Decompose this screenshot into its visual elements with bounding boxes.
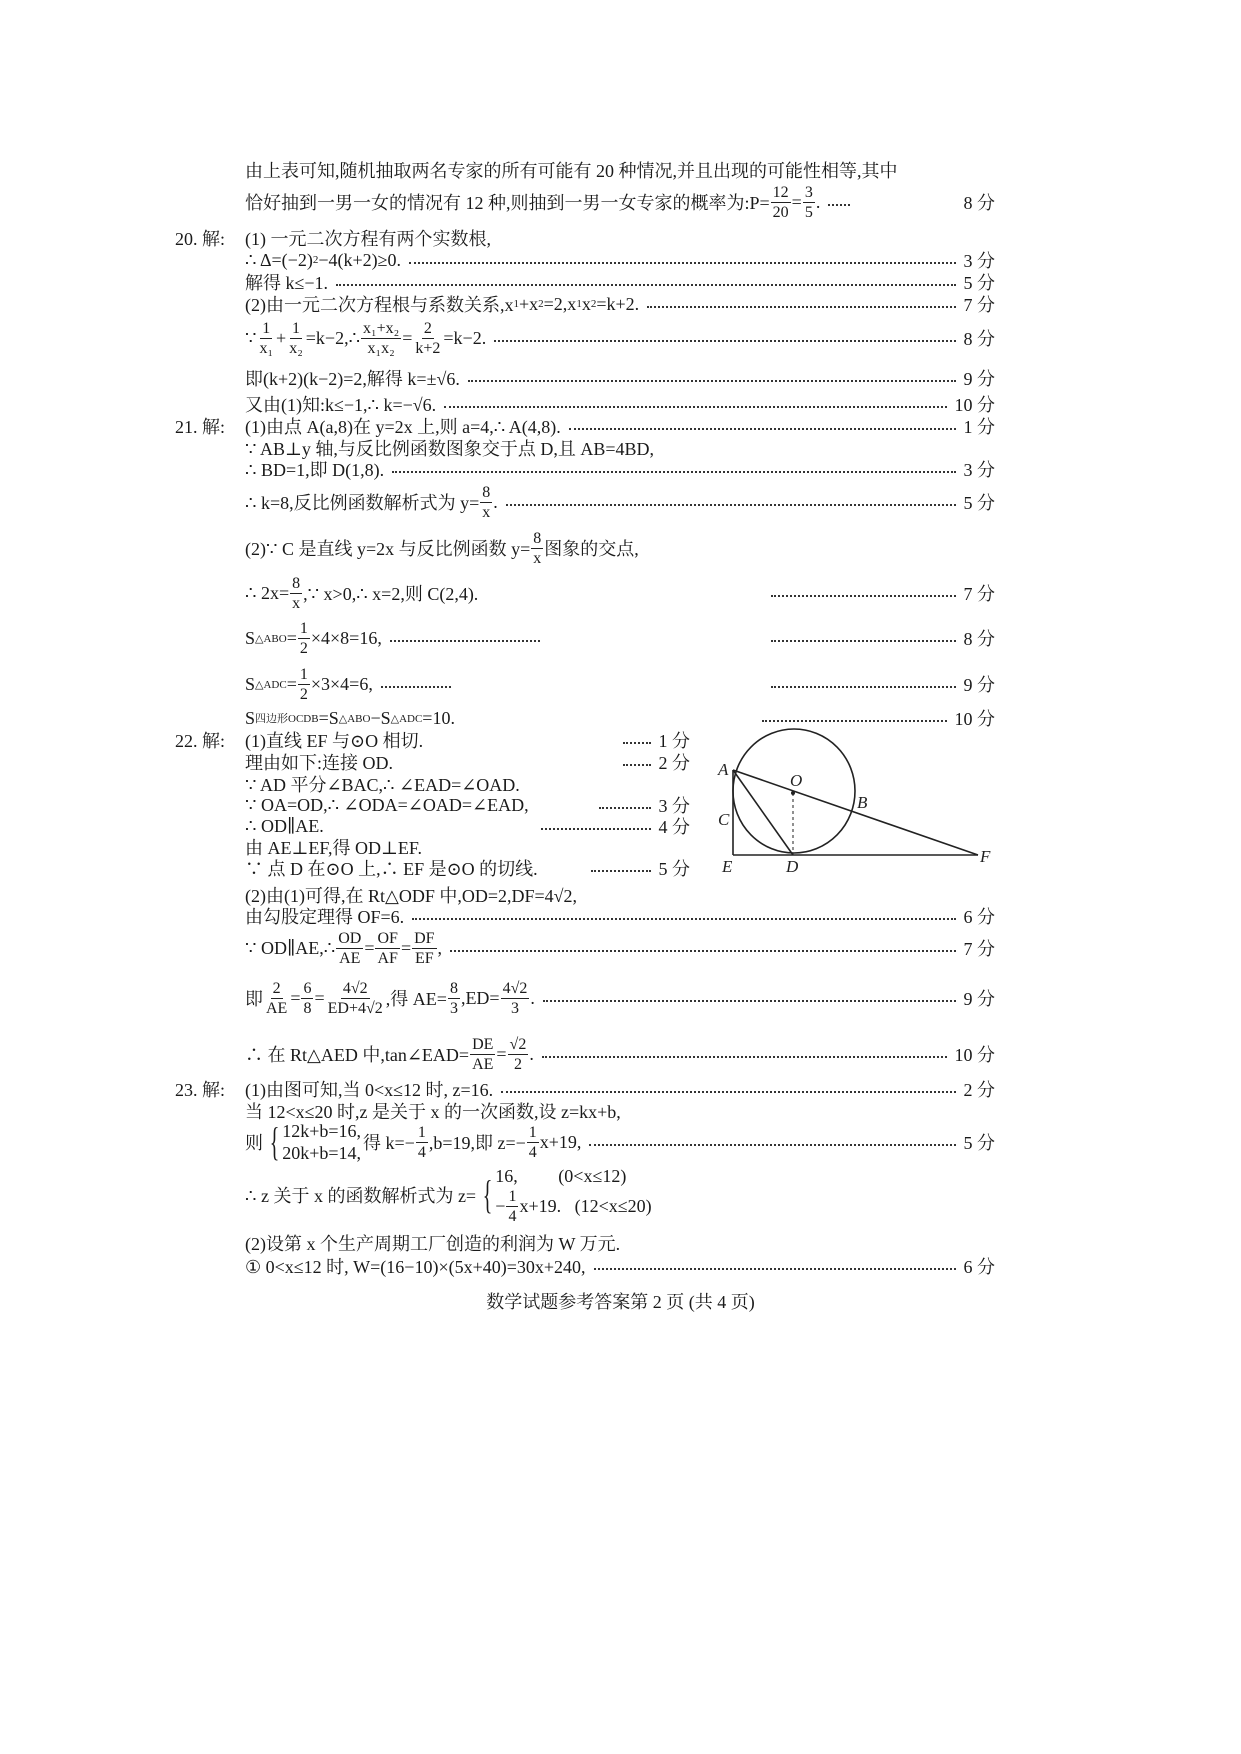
denominator: x	[292, 594, 301, 612]
text-run: 由勾股定理得 OF=6.	[245, 907, 405, 927]
score-points: 7 分	[963, 584, 995, 604]
text-run: S	[245, 627, 256, 648]
text-run: 得 k=−	[363, 1133, 415, 1153]
denominator: 3	[510, 999, 519, 1017]
text-run: 12k+b=16,	[282, 1121, 362, 1141]
text-run: .	[493, 491, 498, 512]
denominator: AE	[266, 999, 288, 1017]
numerator: √2	[509, 1035, 527, 1053]
text-run: (1)由点 A(a,8)在 y=2x 上,则 a=4,∴ A(4,8).	[245, 417, 561, 437]
text-run: (1)直线 EF 与⊙O 相切.	[245, 731, 424, 751]
text-run: +	[276, 327, 287, 348]
subscript: △ABO	[255, 632, 287, 645]
text-run: =	[496, 1043, 507, 1064]
text-run: 当 12<x≤20 时,z 是关于 x 的一次函数,设 z=kx+b,	[245, 1102, 621, 1122]
text-run: +x	[519, 293, 539, 314]
line-af	[733, 770, 978, 855]
denominator: 4	[508, 1207, 517, 1225]
score-points: 8 分	[963, 329, 995, 349]
score-points: 9 分	[963, 369, 995, 389]
text-run: (2)设第 x 个生产周期工厂创造的利润为 W 万元.	[245, 1234, 621, 1254]
numerator: 1	[291, 319, 300, 337]
text-run: ∵ OD∥AE,∴	[245, 937, 336, 958]
text-run: 图象的交点,	[544, 539, 639, 559]
text-run: =k+2.	[596, 293, 640, 314]
score-points: 7 分	[963, 295, 995, 315]
text-run: (2)由一元二次方程根与系数关系,x	[245, 295, 514, 315]
text-run: =	[314, 987, 325, 1008]
text-run: 即(k+2)(k−2)=2,解得 k=±√6.	[245, 369, 460, 389]
text-run: (0<x≤12)	[517, 1165, 627, 1186]
score-points: 10 分	[954, 709, 995, 729]
denominator: x	[482, 503, 491, 521]
text-run: =	[400, 937, 412, 958]
text-run: 解得 k≤−1.	[245, 273, 329, 293]
text-run: ∵ AB⊥y 轴,与反比例函数图象交于点 D,且 AB=4BD,	[245, 439, 655, 459]
text-run: ∴ k=8,反比例函数解析式为 y=	[245, 493, 480, 513]
subscript: 四边形OCDB	[255, 713, 319, 725]
score-points: 5 分	[963, 1133, 995, 1153]
text-run: 20k+b=14,	[282, 1143, 362, 1163]
label-d: D	[786, 857, 799, 876]
text-run: ,∵ x>0,∴ x=2,则 C(2,4).	[303, 584, 479, 604]
text-run: 即	[245, 989, 263, 1009]
subscript: 2	[590, 298, 597, 310]
subscript: 1	[576, 298, 582, 310]
text-run: x+19,	[539, 1131, 582, 1152]
text-run: =2,x	[543, 293, 577, 314]
numerator: x₁+x₂	[363, 319, 400, 337]
denominator: 4	[417, 1143, 426, 1161]
text-run: x	[581, 293, 591, 314]
score-points: 10 分	[954, 1045, 995, 1065]
text-run: ∴ OD∥AE.	[245, 815, 324, 836]
text-run: .	[529, 1043, 534, 1064]
numerator: 2	[423, 319, 432, 337]
numerator: 1	[508, 1187, 517, 1205]
text-run: (1)由图可知,当 0<x≤12 时, z=16.	[245, 1080, 494, 1100]
score-points: 5 分	[963, 493, 995, 513]
text-run: =10.	[422, 707, 455, 728]
score-points: 5 分	[963, 273, 995, 293]
text-run: ∴ 在 Rt△AED 中,tan∠EAD=	[245, 1045, 470, 1065]
denominator: 2	[513, 1055, 522, 1073]
text-run: (12<x≤20)	[561, 1196, 652, 1216]
denominator: 4	[528, 1143, 537, 1161]
score-points: 9 分	[963, 989, 995, 1009]
text-run: ∵	[245, 327, 257, 348]
point-o	[791, 791, 795, 795]
score-points: 3 分	[963, 251, 995, 271]
score-points: 5 分	[658, 859, 690, 879]
page-footer: 数学试题参考答案第 2 页 (共 4 页)	[486, 1292, 755, 1312]
text-run: (2)∵ C 是直线 y=2x 与反比例函数 y=	[245, 539, 531, 559]
text-run: ,得 AE=	[385, 989, 447, 1009]
denominator: ED+4√2	[327, 999, 383, 1017]
text-run: =k−2,∴	[305, 327, 361, 348]
denominator: EF	[414, 949, 434, 967]
text-run: ∴ z 关于 x 的函数解析式为 z=	[245, 1186, 477, 1206]
text-run: .	[530, 987, 535, 1008]
text-run: 又由(1)知:k≤−1,∴ k=−√6.	[245, 395, 437, 415]
denominator: AE	[339, 949, 361, 967]
text-run: =S	[318, 707, 339, 728]
question-number: 23. 解:	[175, 1080, 226, 1100]
numerator: 3	[804, 183, 813, 201]
score-points: 3 分	[963, 460, 995, 480]
subscript: △ADC	[255, 678, 287, 691]
text-run: 由上表可知,随机抽取两名专家的所有可能有 20 种情况,并且出现的可能性相等,其中	[245, 161, 898, 181]
superscript: 2	[312, 254, 319, 266]
text-run: −S	[370, 707, 391, 728]
text-run: ,b=19,即 z=−	[428, 1133, 526, 1153]
denominator: 5	[804, 203, 813, 221]
text-run: =	[402, 327, 413, 348]
numerator: 12	[772, 183, 789, 201]
text-run: x+19.	[519, 1196, 562, 1216]
denominator: AE	[472, 1055, 494, 1073]
text-run: =	[290, 987, 301, 1008]
numerator: 4√2	[342, 979, 368, 997]
subscript: △ADC	[390, 712, 423, 725]
text-run: ∵ OA=OD,∴ ∠ODA=∠OAD=∠EAD,	[245, 794, 529, 815]
text-run: ∴ BD=1,即 D(1,8).	[245, 460, 385, 480]
numerator: 1	[417, 1123, 426, 1141]
numerator: 1	[299, 619, 308, 637]
denominator: x	[533, 549, 542, 567]
label-o: O	[790, 771, 803, 790]
line-ad	[733, 770, 793, 855]
denominator: x₁x₂	[367, 339, 395, 357]
text-run: 理由如下:连接 OD.	[245, 753, 393, 773]
denominator: k+2	[415, 339, 441, 357]
score-points: 8 分	[963, 193, 995, 213]
label-c: C	[718, 810, 730, 829]
score-points: 4 分	[658, 817, 690, 837]
numerator: 2	[272, 979, 281, 997]
score-points: 2 分	[963, 1080, 995, 1100]
numerator: DE	[472, 1035, 494, 1053]
subscript: △ABO	[338, 712, 371, 725]
numerator: 1	[299, 665, 308, 683]
numerator: 8	[482, 483, 491, 501]
denominator: 8	[303, 999, 312, 1017]
score-points: 1 分	[963, 417, 995, 437]
question-number: 20. 解:	[175, 229, 226, 249]
text-run: ① 0<x≤12 时, W=(16−10)×(5x+40)=30x+240,	[245, 1257, 586, 1277]
text-run: ,	[437, 937, 443, 958]
numerator: OD	[338, 929, 362, 947]
label-a: A	[718, 760, 729, 779]
question-number: 22. 解:	[175, 731, 226, 751]
numerator: DF	[414, 929, 435, 947]
score-points: 1 分	[658, 731, 690, 751]
text-run: 由 AE⊥EF,得 OD⊥EF.	[245, 838, 422, 858]
label-f: F	[980, 847, 991, 866]
text-run: S	[245, 673, 256, 694]
numerator: 8	[449, 979, 458, 997]
text-run: =	[364, 937, 375, 958]
score-points: 7 分	[963, 939, 995, 959]
denominator: x₁	[259, 339, 274, 357]
score-points: 6 分	[963, 907, 995, 927]
text-run: 恰好抽到一男一女的情况有 12 种,则抽到一男一女专家的概率为:P=	[245, 193, 770, 213]
text-run: −4(k+2)≥0.	[318, 249, 401, 270]
text-run: S	[245, 707, 256, 728]
denominator: x₂	[289, 339, 303, 357]
numerator: 6	[303, 979, 312, 997]
text-run: −	[495, 1196, 506, 1216]
text-run: ∴ 2x=	[245, 582, 290, 603]
numerator: 8	[292, 574, 301, 592]
label-b: B	[857, 793, 868, 812]
text-run: ,ED=	[460, 987, 500, 1008]
label-e: E	[722, 857, 733, 876]
numerator: 8	[533, 529, 542, 547]
denominator: 2	[299, 685, 308, 703]
text-run: ∴ Δ=(−2)	[245, 249, 313, 270]
denominator: AF	[377, 949, 398, 967]
text-run: 则	[245, 1133, 263, 1153]
numerator: 4√2	[502, 979, 528, 997]
brace-icon: {	[482, 1172, 493, 1217]
numerator: OF	[377, 929, 398, 947]
score-points: 10 分	[954, 395, 995, 415]
text-run: =	[791, 191, 802, 212]
text-run: (2)由(1)可得,在 Rt△ODF 中,OD=2,DF=4√2,	[245, 886, 578, 906]
score-points: 2 分	[658, 753, 690, 773]
denominator: 3	[449, 999, 458, 1017]
subscript: 2	[538, 298, 544, 310]
text-run: .	[815, 191, 821, 212]
score-points: 6 分	[963, 1257, 995, 1277]
text-run: =	[286, 673, 297, 694]
subscript: 1	[513, 298, 519, 310]
denominator: 20	[772, 203, 789, 221]
question-number: 21. 解:	[175, 417, 226, 437]
text-run: =	[286, 627, 297, 648]
numerator: 1	[528, 1123, 537, 1141]
text-run: 16,	[495, 1165, 518, 1186]
score-points: 3 分	[658, 796, 690, 816]
text-run: ×4×8=16,	[310, 627, 382, 648]
text-run: (1) 一元二次方程有两个实数根,	[245, 229, 491, 249]
brace-icon: {	[269, 1119, 280, 1164]
numerator: 1	[262, 319, 271, 337]
score-points: 8 分	[963, 629, 995, 649]
text-run: ∵ 点 D 在⊙O 上,∴ EF 是⊙O 的切线.	[245, 859, 538, 879]
denominator: 2	[299, 639, 308, 657]
text-run: =k−2.	[443, 327, 487, 348]
text-run: ×3×4=6,	[310, 673, 373, 694]
score-points: 9 分	[963, 675, 995, 695]
text-run: ∵ AD 平分∠BAC,∴ ∠EAD=∠OAD.	[245, 775, 520, 795]
